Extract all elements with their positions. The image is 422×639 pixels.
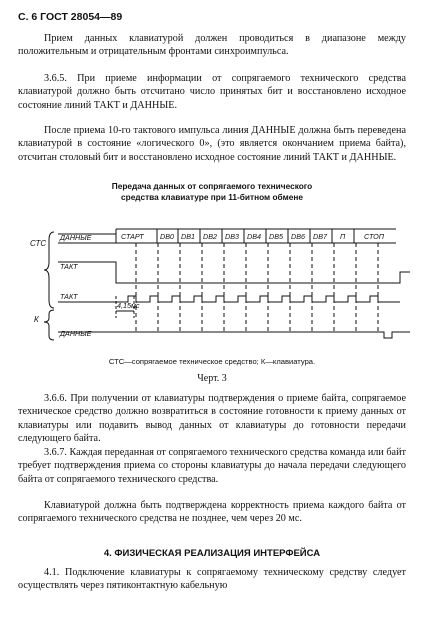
signal-data-kbd: ДАННЫЕ (60, 329, 92, 338)
cell-db0: DB0 (160, 232, 174, 241)
cell-db3: DB3 (225, 232, 239, 241)
cell-db2: DB2 (203, 232, 217, 241)
data-kbd-waveform (58, 332, 410, 338)
cell-parity: П (340, 232, 346, 241)
paragraph-4-1: 4.1. Подключение клавиатуры к сопрягаемому техническому средству следует осуществлять через пятиконтактную кабельную (18, 567, 406, 592)
timing-label: 4,15мс (117, 301, 140, 310)
page-header: С. 6 ГОСТ 28054—89 (18, 11, 123, 23)
paragraph-3-6-7: 3.6.7. Каждая переданная от сопрягаемого технического средства команда или байт требует подтверждения приема со стороны клавиатуры до начала передачи следующего байта от сопрягаемого технического средства. (18, 447, 406, 485)
signal-clock-kbd: ТАКТ (60, 292, 78, 301)
stc-label: СТС (30, 239, 47, 248)
cell-db7: DB7 (313, 232, 327, 241)
cell-db1: DB1 (181, 232, 195, 241)
paragraph-3-6-6: 3.6.6. При получении от клавиатуры подтверждения о приеме байта, сопрягаемое техническое средство должно возвратиться в состояние готовности к приему данных от клавиатуры или подавить вывод данных от клавиатуры до готовности передачи следующего байта. (18, 393, 406, 444)
figure-title-line-1: Передача данных от сопрягаемого технического (111, 181, 313, 191)
k-brace (44, 310, 54, 340)
paragraph-3-6-5: 3.6.5. При приеме информации от сопрягаемого технического средства клавиатурой должно быть отсчитано число принятых бит и восстановлено исходное состояние линий ТАКТ и ДАННЫЕ. (18, 73, 406, 111)
cell-start: СТАРТ (121, 232, 144, 241)
clock-kbd-waveform (58, 296, 400, 302)
figure-caption: СТС—сопрягаемое техническое средство; К—клавиатура. (108, 357, 316, 366)
figure-title-line-2: средства клавиатуре при 11-битном обмене (121, 192, 303, 202)
signal-clock-stc: ТАКТ (60, 262, 78, 271)
signal-data-stc: ДАННЫЕ (60, 233, 92, 242)
paragraph-1: Прием данных клавиатурой должен проводиться в диапазоне между положительным и отрицательным фронтами синхроимпульса. (18, 33, 406, 58)
paragraph-3-6-7-cont: Клавиатурой должна быть подтверждена корректность приема каждого байта от сопрягаемого технического средства не позднее, чем через 20 мс. (18, 500, 406, 525)
paragraph-3-6-5-cont: После приема 10-го тактового импульса линия ДАННЫЕ должна быть переведена клавиатурой в состояние «логического 0», (это является окончанием приема байта), отсчитан столовый бит и восстановлено исходное состояние линий ТАКТ и ДАННЫЕ. (18, 125, 406, 163)
cell-db6: DB6 (291, 232, 305, 241)
clock-stc-waveform (58, 262, 410, 283)
k-label: К (34, 315, 39, 324)
cell-db4: DB4 (247, 232, 261, 241)
figure-number: Черт. 3 (197, 373, 227, 384)
cell-db5: DB5 (269, 232, 283, 241)
section-title: 4. ФИЗИЧЕСКАЯ РЕАЛИЗАЦИЯ ИНТЕРФЕЙСА (103, 548, 321, 559)
cell-stop: СТОП (364, 232, 384, 241)
